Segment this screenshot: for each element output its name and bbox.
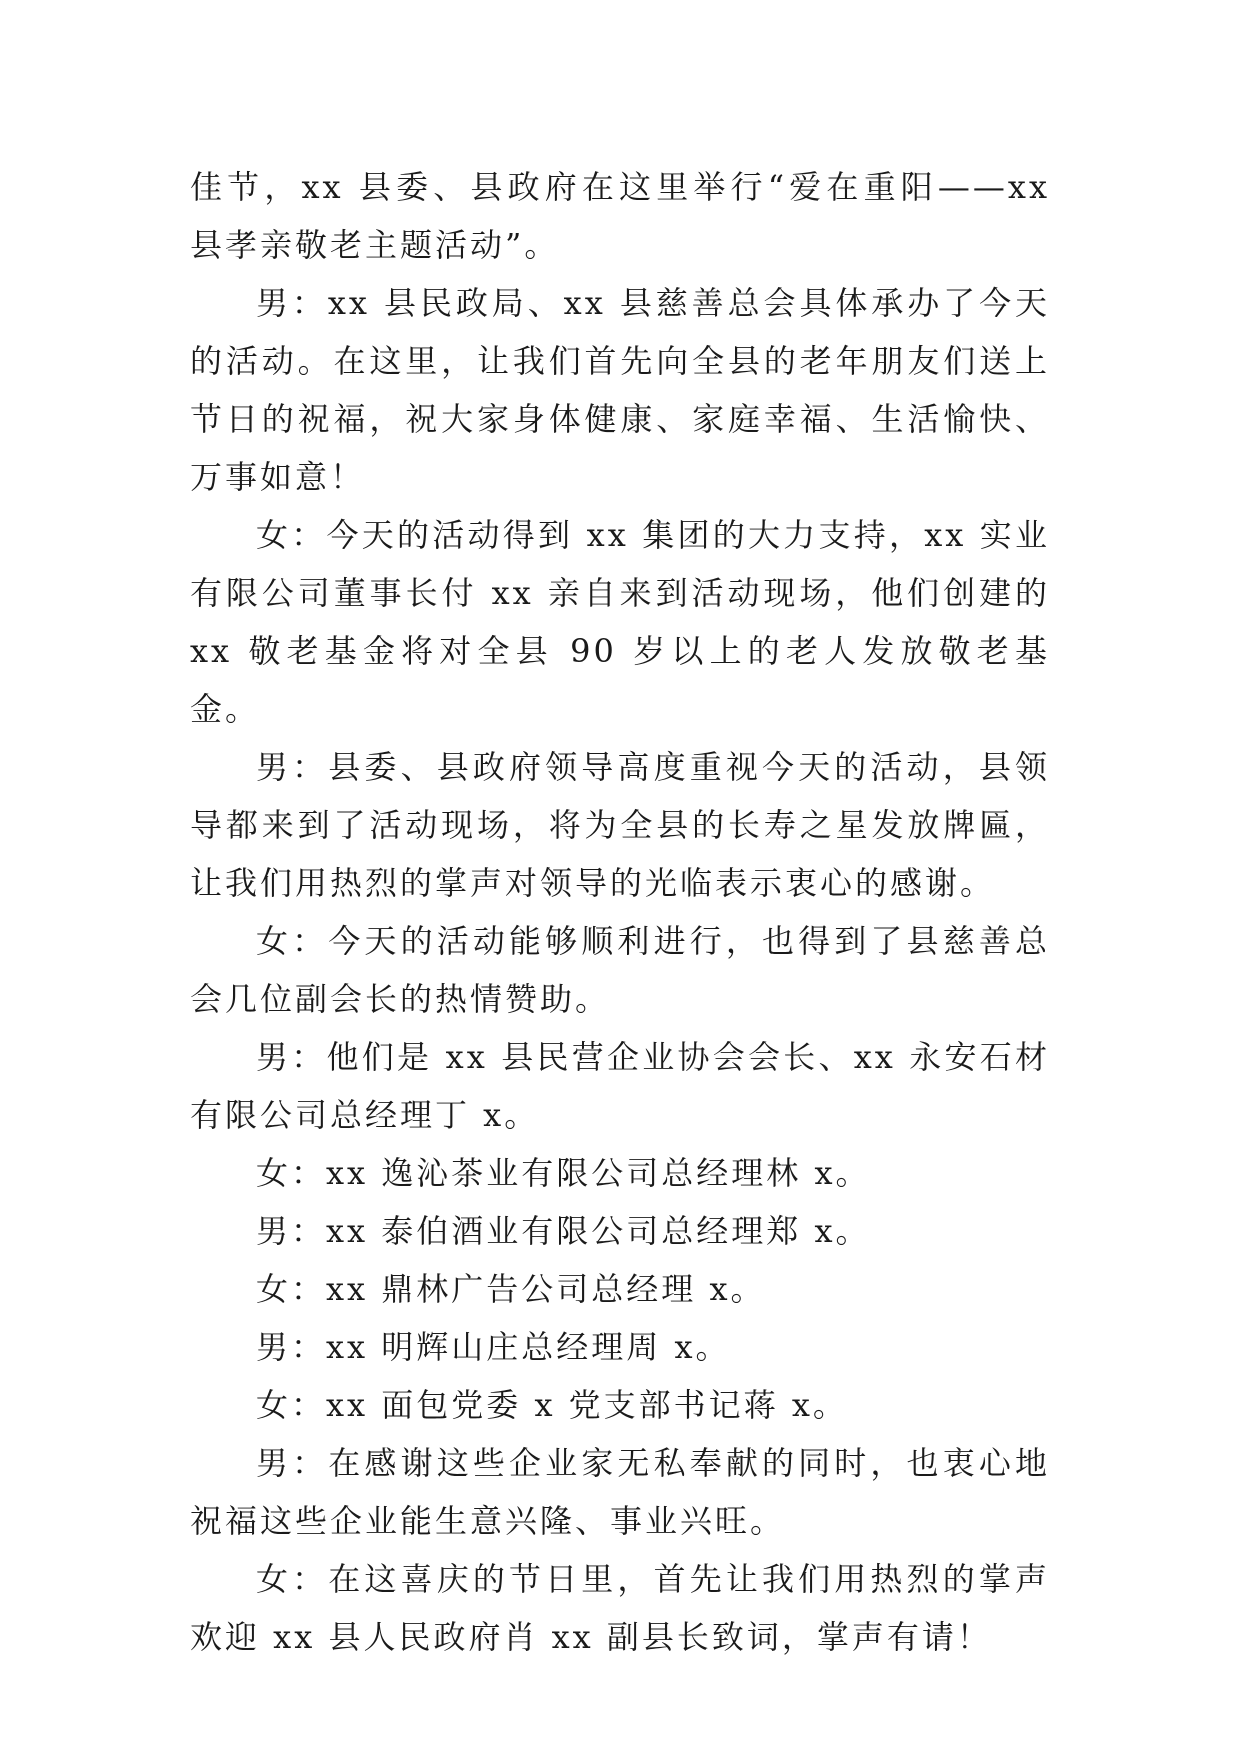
paragraph-13: 女：在这喜庆的节日里，首先让我们用热烈的掌声欢迎 xx 县人民政府肖 xx 副县长致词，掌声有请！	[190, 1560, 1050, 1656]
paragraph-10: 男：xx 明辉山庄总经理周 x。	[256, 1328, 731, 1366]
paragraph-6: 男：他们是 xx 县民营企业协会会长、xx 永安石材有限公司总经理丁 x。	[190, 1038, 1050, 1134]
paragraph-5: 女：今天的活动能够顺利进行，也得到了县慈善总会几位副会长的热情赞助。	[190, 922, 1050, 1018]
paragraph-8: 男：xx 泰伯酒业有限公司总经理郑 x。	[256, 1212, 871, 1250]
paragraph-9: 女：xx 鼎林广告公司总经理 x。	[256, 1270, 766, 1308]
paragraph-3: 女：今天的活动得到 xx 集团的大力支持，xx 实业有限公司董事长付 xx 亲自来到活动现场，他们创建的 xx 敬老基金将对全县 90 岁以上的老人发放敬老基金。	[190, 516, 1050, 728]
paragraph-1: 佳节，xx 县委、县政府在这里举行“爱在重阳——xx 县孝亲敬老主题活动”。	[190, 168, 1050, 264]
paragraph-2: 男：xx 县民政局、xx 县慈善总会具体承办了今天的活动。在这里，让我们首先向全县的老年朋友们送上节日的祝福，祝大家身体健康、家庭幸福、生活愉快、万事如意！	[190, 284, 1050, 496]
paragraph-7: 女：xx 逸沁茶业有限公司总经理林 x。	[256, 1154, 871, 1192]
paragraph-4: 男：县委、县政府领导高度重视今天的活动，县领导都来到了活动现场，将为全县的长寿之星发放牌匾，让我们用热烈的掌声对领导的光临表示衷心的感谢。	[190, 748, 1050, 902]
paragraph-12: 男：在感谢这些企业家无私奉献的同时，也衷心地祝福这些企业能生意兴隆、事业兴旺。	[190, 1444, 1050, 1540]
paragraph-11: 女：xx 面包党委 x 党支部书记蒋 x。	[256, 1386, 848, 1424]
document-body	[190, 158, 1050, 1666]
